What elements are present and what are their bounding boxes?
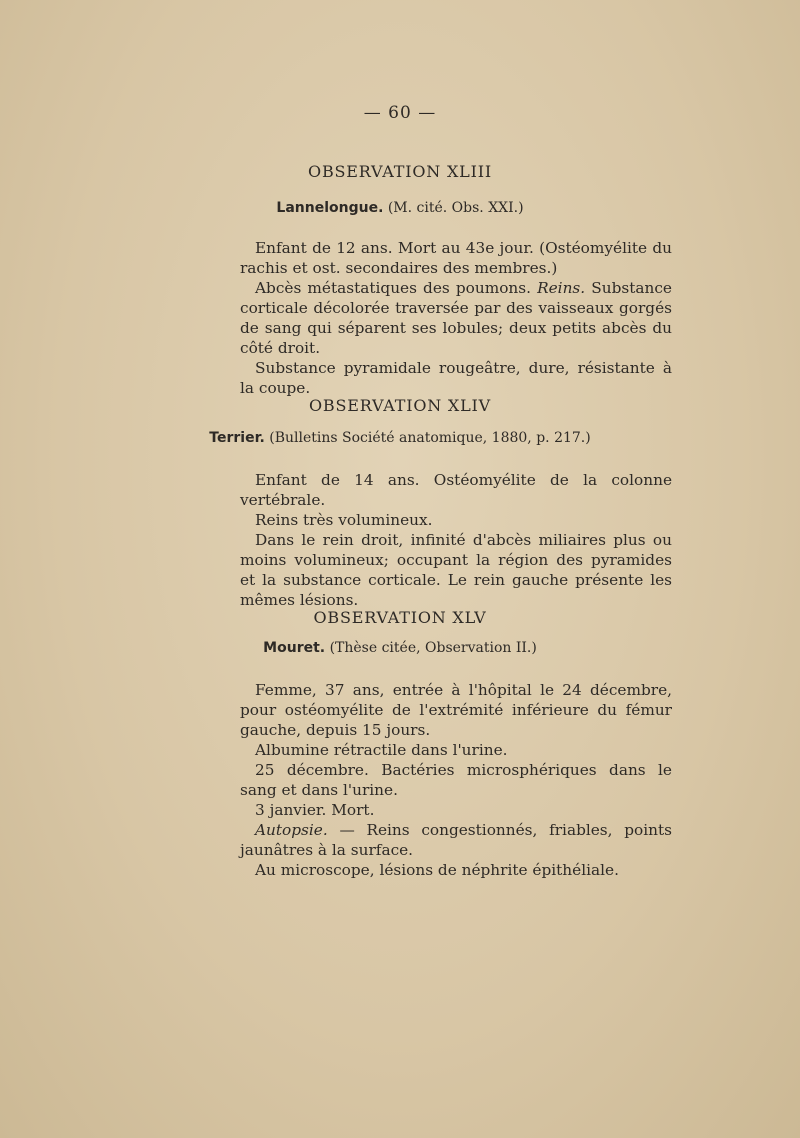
page-number: — 60 — (363, 103, 437, 123)
paragraph: Autopsie. — Reins congestionnés, friables, points jaunâtres à la surface. (240, 821, 672, 859)
paragraph: Substance pyramidale rougeâtre, dure, résistante à la coupe. (240, 359, 672, 397)
paragraph: Abcès métastatiques des poumons. Reins. Substance corticale décolorée traversée par des vaisseaux gorgés de sang qui séparent ses lobules; deux petits abcès du côté droit. (240, 279, 672, 357)
observation-heading: OBSERVATION XLIII (308, 162, 492, 181)
observation-heading: OBSERVATION XLIV (308, 396, 492, 415)
observation-source (0, 430, 800, 446)
observation-heading: OBSERVATION XLV (313, 608, 487, 627)
observation-source (0, 640, 800, 656)
source-reference: (Bulletins Société anatomique, 1880, p. 217.) (269, 430, 591, 446)
author-name: Mouret. (263, 640, 326, 656)
observation-body (240, 238, 672, 398)
source-reference: (M. cité. Obs. XXI.) (387, 200, 524, 216)
source-reference: (Thèse citée, Observation II.) (329, 640, 537, 656)
italic-term: Autopsie. (255, 821, 328, 839)
paragraph: Enfant de 14 ans. Ostéomyélite de la colonne vertébrale. (240, 471, 672, 509)
paragraph: Reins très volumineux. (255, 511, 433, 529)
paragraph: Enfant de 12 ans. Mort au 43e jour. (Ostéomyélite du rachis et ost. secondaires des membres.) (240, 239, 672, 277)
paragraph: 3 janvier. Mort. (255, 801, 375, 819)
paragraph: Femme, 37 ans, entrée à l'hôpital le 24 décembre, pour ostéomyélite de l'extrémité inférieure du fémur gauche, depuis 15 jours. (240, 681, 672, 739)
observation-body (240, 680, 672, 880)
author-name: Terrier. (209, 430, 265, 446)
paragraph: Au microscope, lésions de néphrite épithéliale. (255, 861, 619, 879)
observation-source (0, 200, 800, 216)
italic-term: Reins. (537, 279, 586, 297)
paragraph: Dans le rein droit, infinité d'abcès miliaires plus ou moins volumineux; occupant la région des pyramides et la substance corticale. Le rein gauche présente les mêmes lésions. (240, 531, 672, 609)
paragraph: 25 décembre. Bactéries microsphériques dans le sang et dans l'urine. (240, 761, 672, 799)
author-name: Lannelongue. (276, 200, 384, 216)
observation-body (240, 470, 672, 610)
paragraph: Albumine rétractile dans l'urine. (255, 741, 508, 759)
